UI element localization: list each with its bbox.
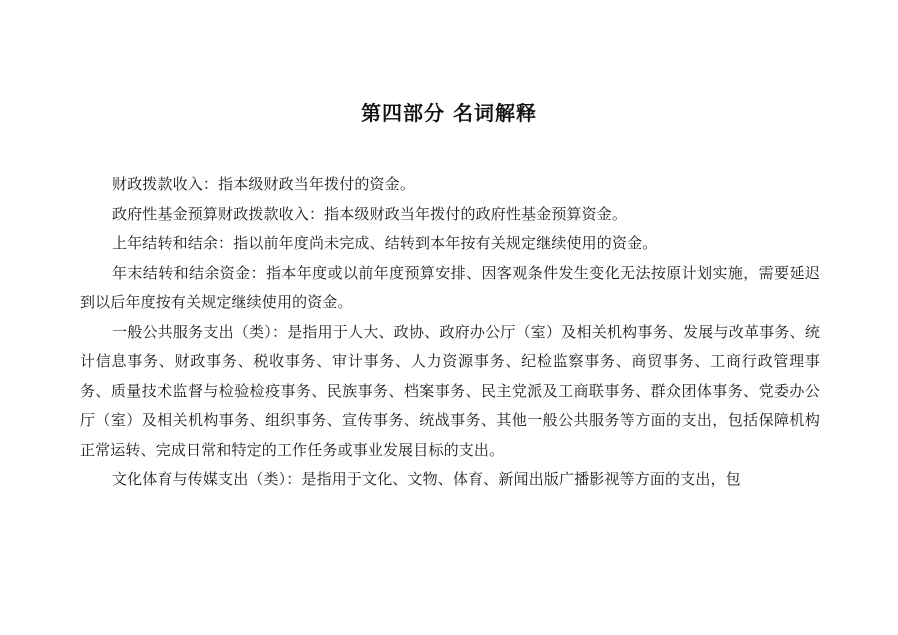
paragraph-general-public-services: 一般公共服务支出（类）：是指用于人大、政协、政府办公厅（室）及相关机构事务、发展与改革事务、统计信息事务、财政事务、税收事务、审计事务、人力资源事务、纪检监察事务、商贸事务、工商行政管理事务、质量技术监督与检验检疫事务、民族事务、档案事务、民主党派及工商联事务、群众团体事务、党委办公厅（室）及相关机构事务、组织事务、宣传事务、统战事务、其他一般公共服务等方面的支出，包括保障机构正常运转、完成日常和特定的工作任务或事业发展目标的支出。 bbox=[80, 322, 820, 459]
paragraph-prior-year-carryover: 上年结转和结余：指以前年度尚未完成、结转到本年按有关规定继续使用的资金。 bbox=[112, 234, 658, 252]
document-body bbox=[80, 170, 820, 495]
paragraph-government-fund-revenue: 政府性基金预算财政拨款收入：指本级财政当年拨付的政府性基金预算资金。 bbox=[112, 204, 628, 223]
paragraph-year-end-carryover: 年末结转和结余资金：指本年度或以前年度预算安排、因客观条件发生变化无法按原计划实施，需要延迟到以后年度按有关规定继续使用的资金。 bbox=[80, 263, 820, 311]
paragraph-culture-sports-media: 文化体育与传媒支出（类）：是指用于文化、文物、体育、新闻出版广播影视等方面的支出，包 bbox=[112, 470, 741, 488]
paragraph-fiscal-appropriation-revenue: 财政拨款收入：指本级财政当年拨付的资金。 bbox=[112, 175, 416, 193]
page-title: 第四部分 名词解释 bbox=[361, 101, 537, 125]
